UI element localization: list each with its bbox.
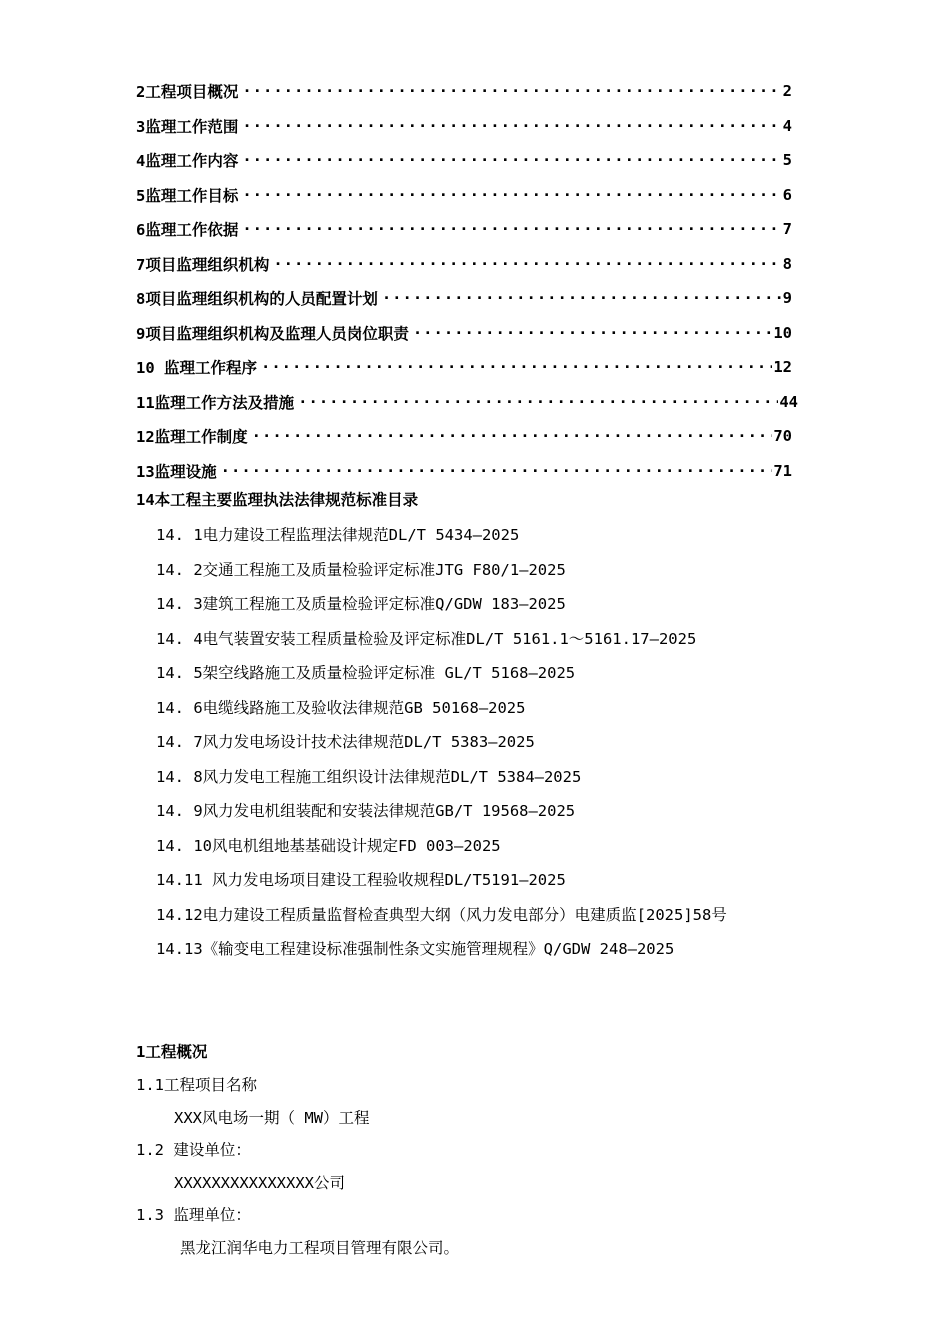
toc-leader-dots [382,289,782,307]
toc-entry-label: 2工程项目概况 [136,80,242,102]
supervisor-label: 1.3 监理单位： [136,1206,251,1224]
toc-page-number: 71 [773,461,792,480]
toc-entry-label: 8项目监理组织机构的人员配置计划 [136,287,382,309]
toc-entry[interactable] [136,74,792,109]
toc-page-number: 70 [773,427,792,446]
standards-list-item[interactable]: 14.11 风力发电场项目建设工程验收规程DL/T5191—2025 [156,871,566,889]
toc-entry-label: 7项目监理组织机构 [136,253,273,275]
toc-page-number: 2 [782,82,792,101]
toc-leader-dots [298,393,778,411]
toc-page-number: 10 [773,323,792,342]
toc-entry-label: 3监理工作范围 [136,115,242,137]
toc-leader-dots [242,220,781,238]
toc-entry[interactable] [136,316,792,351]
owner-label: 1.2 建设单位： [136,1141,251,1159]
standards-list-item[interactable]: 14. 5架空线路施工及质量检验评定标准 GL/T 5168—2025 [156,664,576,682]
toc-page-number: 5 [782,151,792,170]
toc-entry[interactable] [136,143,792,178]
toc-heading-standards[interactable]: 14本工程主要监理执法法律规范标准目录 [136,491,419,509]
standards-list-item[interactable]: 14. 4电气装置安装工程质量检验及评定标准DL/T 5161.1～5161.17—2025 [156,629,697,648]
project-name-value: XXX风电场一期（ MW）工程 [174,1108,370,1127]
toc-leader-dots [242,117,781,135]
toc-leader-dots [242,82,781,100]
toc-entry[interactable] [136,109,792,144]
standards-list-item[interactable]: 14. 6电缆线路施工及验收法律规范GB 50168—2025 [156,698,526,717]
toc-page-number: 6 [782,185,792,204]
standards-list-item[interactable]: 14. 8风力发电工程施工组织设计法律规范DL/T 5384—2025 [156,767,582,786]
table-of-contents [136,74,836,488]
standards-list-item[interactable]: 14. 3建筑工程施工及质量检验评定标准Q/GDW 183—2025 [156,595,566,613]
toc-page-number: 12 [773,358,792,377]
toc-leader-dots [242,186,781,204]
standards-list-item[interactable]: 14. 2交通工程施工及质量检验评定标准JTG F80/1—2025 [156,560,566,579]
toc-entry-label: 4监理工作内容 [136,149,242,171]
section-project-overview [136,1035,836,1264]
toc-entry[interactable] [136,350,792,385]
toc-entry-label: 13监理设施 [136,460,221,482]
standards-list-item[interactable]: 14. 7风力发电场设计技术法律规范DL/T 5383—2025 [156,733,535,751]
toc-leader-dots [413,324,772,342]
toc-page-number: 9 [782,289,792,308]
toc-entry-label: 11监理工作方法及措施 [136,391,298,413]
toc-page-number: 7 [782,220,792,239]
standards-list-item[interactable]: 14. 1电力建设工程监理法律规范DL/T 5434—2025 [156,526,520,544]
toc-page-number: 4 [782,116,792,135]
toc-leader-dots [273,255,781,273]
supervisor-value: 黑龙江润华电力工程项目管理有限公司。 [180,1238,460,1257]
toc-entry[interactable] [136,247,792,282]
toc-leader-dots [221,462,773,480]
standards-list-item[interactable]: 14. 10风电机组地基基础设计规定FD 003—2025 [156,836,501,855]
toc-leader-dots [261,358,772,376]
toc-entry[interactable] [136,178,792,213]
standards-list-item[interactable]: 14.13《输变电工程建设标准强制性条文实施管理规程》Q/GDW 248—2025 [156,940,675,958]
toc-entry[interactable] [136,385,798,420]
toc-entry-label: 9项目监理组织机构及监理人员岗位职责 [136,322,413,344]
toc-entry-label: 12监理工作制度 [136,425,252,447]
owner-value: XXXXXXXXXXXXXXX公司 [174,1173,345,1192]
toc-leader-dots [252,427,773,445]
toc-page-number: 8 [782,254,792,273]
standards-list-item[interactable]: 14.12电力建设工程质量监督检查典型大纲（风力发电部分）电建质监[2025]58号 [156,905,727,924]
project-name-label: 1.1工程项目名称 [136,1076,257,1094]
toc-leader-dots [242,151,781,169]
toc-entry[interactable] [136,281,792,316]
toc-entry[interactable] [136,419,792,454]
standards-list [156,518,727,967]
toc-page-number: 44 [779,392,798,411]
toc-entry[interactable] [136,212,792,247]
toc-entry-label: 5监理工作目标 [136,184,242,206]
toc-entry-label: 10 监理工作程序 [136,356,261,378]
toc-entry-label: 6监理工作依据 [136,218,242,240]
standards-list-item[interactable]: 14. 9风力发电机组装配和安装法律规范GB/T 19568—2025 [156,802,576,820]
section-title: 1工程概况 [136,1043,208,1061]
toc-entry[interactable] [136,454,792,489]
